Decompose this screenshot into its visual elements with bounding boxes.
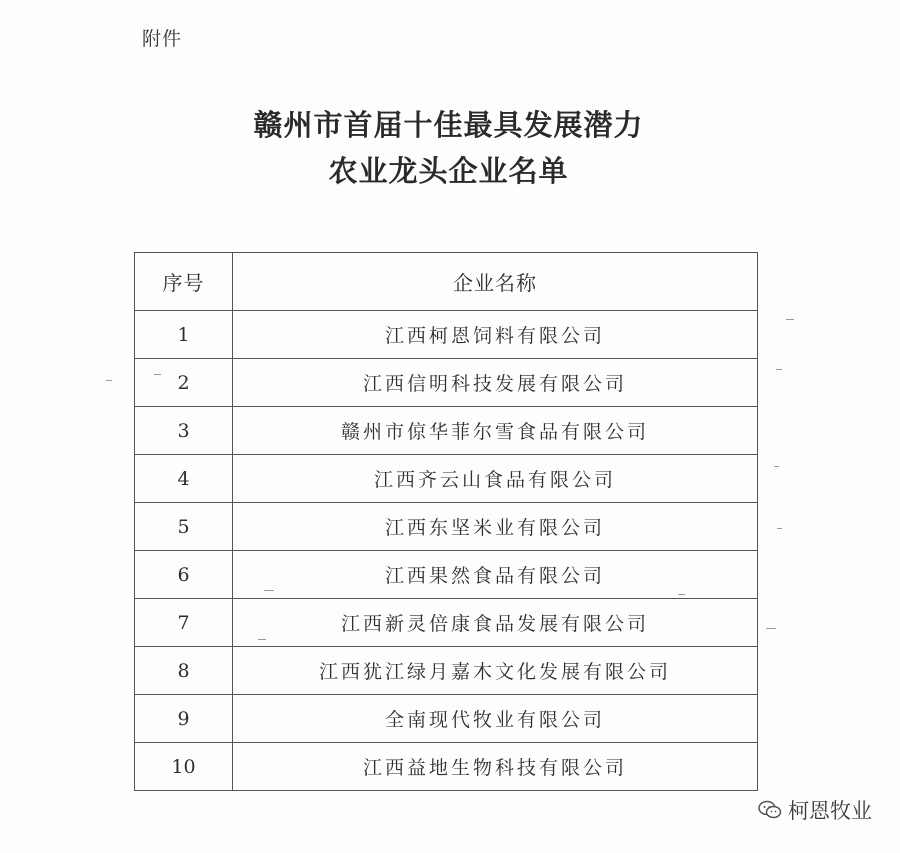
attachment-label: 附件 [142,28,183,50]
row-index: 5 [135,503,233,551]
row-index: 7 [135,599,233,647]
row-company-name: 江西果然食品有限公司 [233,551,758,599]
scan-speck [766,628,776,629]
row-company-name: 江西柯恩饲料有限公司 [233,311,758,359]
scan-speck [786,319,794,320]
scan-speck [154,374,161,375]
table-header-row [135,253,758,311]
row-index: 6 [135,551,233,599]
header-company-name: 企业名称 [233,253,758,311]
table-row [135,311,758,359]
scan-speck [258,639,266,640]
table-row [135,503,758,551]
watermark-text: 柯恩牧业 [788,799,872,823]
row-company-name: 江西犹江绿月嘉木文化发展有限公司 [233,647,758,695]
scan-speck [776,369,782,370]
row-index: 3 [135,407,233,455]
row-index: 9 [135,695,233,743]
row-index: 8 [135,647,233,695]
row-company-name: 江西新灵倍康食品发展有限公司 [233,599,758,647]
row-company-name: 江西信明科技发展有限公司 [233,359,758,407]
row-index: 4 [135,455,233,503]
row-company-name: 江西东坚米业有限公司 [233,503,758,551]
row-company-name: 赣州市倞华菲尔雪食品有限公司 [233,407,758,455]
table-row [135,695,758,743]
table-row [135,551,758,599]
wechat-icon [758,800,782,820]
scan-speck [774,466,779,467]
scan-speck [777,528,782,529]
company-list-table [134,252,758,791]
row-index: 1 [135,311,233,359]
title-line-1: 赣州市首届十佳最具发展潜力 [253,108,644,142]
table-row [135,743,758,791]
row-company-name: 江西益地生物科技有限公司 [233,743,758,791]
table-row [135,455,758,503]
scan-speck [106,380,112,381]
row-index: 10 [135,743,233,791]
table-row [135,359,758,407]
table-row [135,599,758,647]
account-watermark [758,795,872,825]
table-row [135,647,758,695]
document-title [0,102,900,194]
row-company-name: 全南现代牧业有限公司 [233,695,758,743]
row-company-name: 江西齐云山食品有限公司 [233,455,758,503]
scan-speck [264,590,274,591]
title-line-2: 农业龙头企业名单 [328,154,569,188]
scan-speck [678,594,685,595]
header-index: 序号 [135,253,233,311]
row-index: 2 [135,359,233,407]
table-row [135,407,758,455]
